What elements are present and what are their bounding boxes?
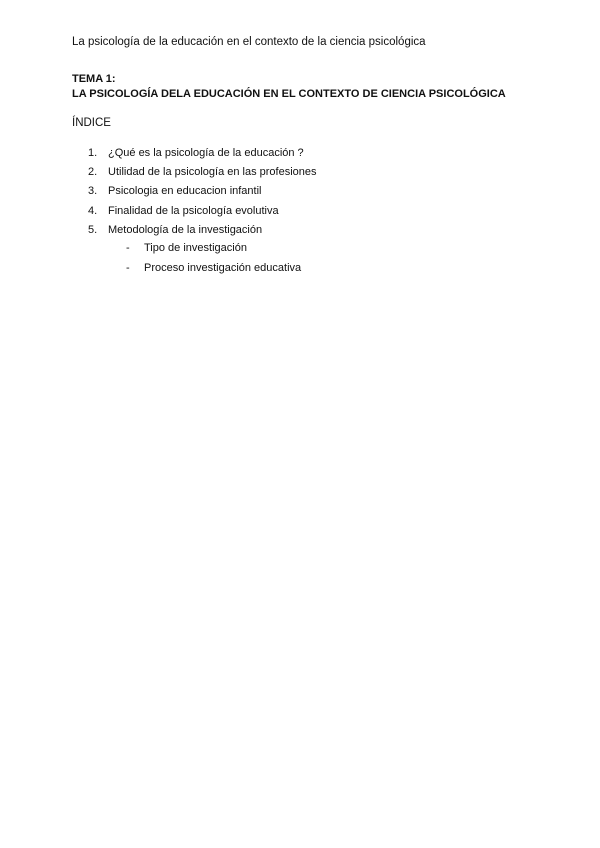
- index-item: [88, 204, 317, 223]
- subitem-text: Proceso investigación educativa: [144, 262, 302, 274]
- index-item: [88, 165, 317, 184]
- index-item-text: Psicologia en educacion infantil: [108, 185, 262, 198]
- document-title: [72, 72, 506, 102]
- index-item-number: 3.: [88, 185, 98, 198]
- index-item-number: 1.: [88, 147, 98, 159]
- index-subitem: [126, 261, 301, 281]
- subitem-marker: -: [126, 262, 130, 274]
- index-item: [88, 223, 317, 242]
- index-subitem: [126, 241, 301, 261]
- index-item-number: 5.: [88, 223, 98, 236]
- index-heading: ÍNDICE: [72, 117, 111, 129]
- title-line-1: TEMA 1:: [72, 73, 116, 85]
- title-line-2: LA PSICOLOGÍA DELA EDUCACIÓN EN EL CONTEXTO DE CIENCIA PSICOLÓGICA: [72, 88, 506, 100]
- index-item-text: Utilidad de la psicología en las profesiones: [108, 166, 317, 179]
- running-header: La psicología de la educación en el contexto de la ciencia psicológica: [72, 36, 426, 48]
- index-item: [88, 184, 317, 203]
- index-sublist: [126, 241, 301, 281]
- index-item-text: ¿Qué es la psicología de la educación ?: [108, 147, 304, 159]
- index-item-text: Finalidad de la psicología evolutiva: [108, 204, 279, 217]
- subitem-marker: -: [126, 242, 130, 254]
- index-item: [88, 146, 317, 165]
- index-item-number: 2.: [88, 166, 98, 179]
- subitem-text: Tipo de investigación: [144, 242, 247, 254]
- index-list: [88, 146, 317, 242]
- index-item-text: Metodología de la investigación: [108, 223, 263, 236]
- index-item-number: 4.: [88, 204, 98, 217]
